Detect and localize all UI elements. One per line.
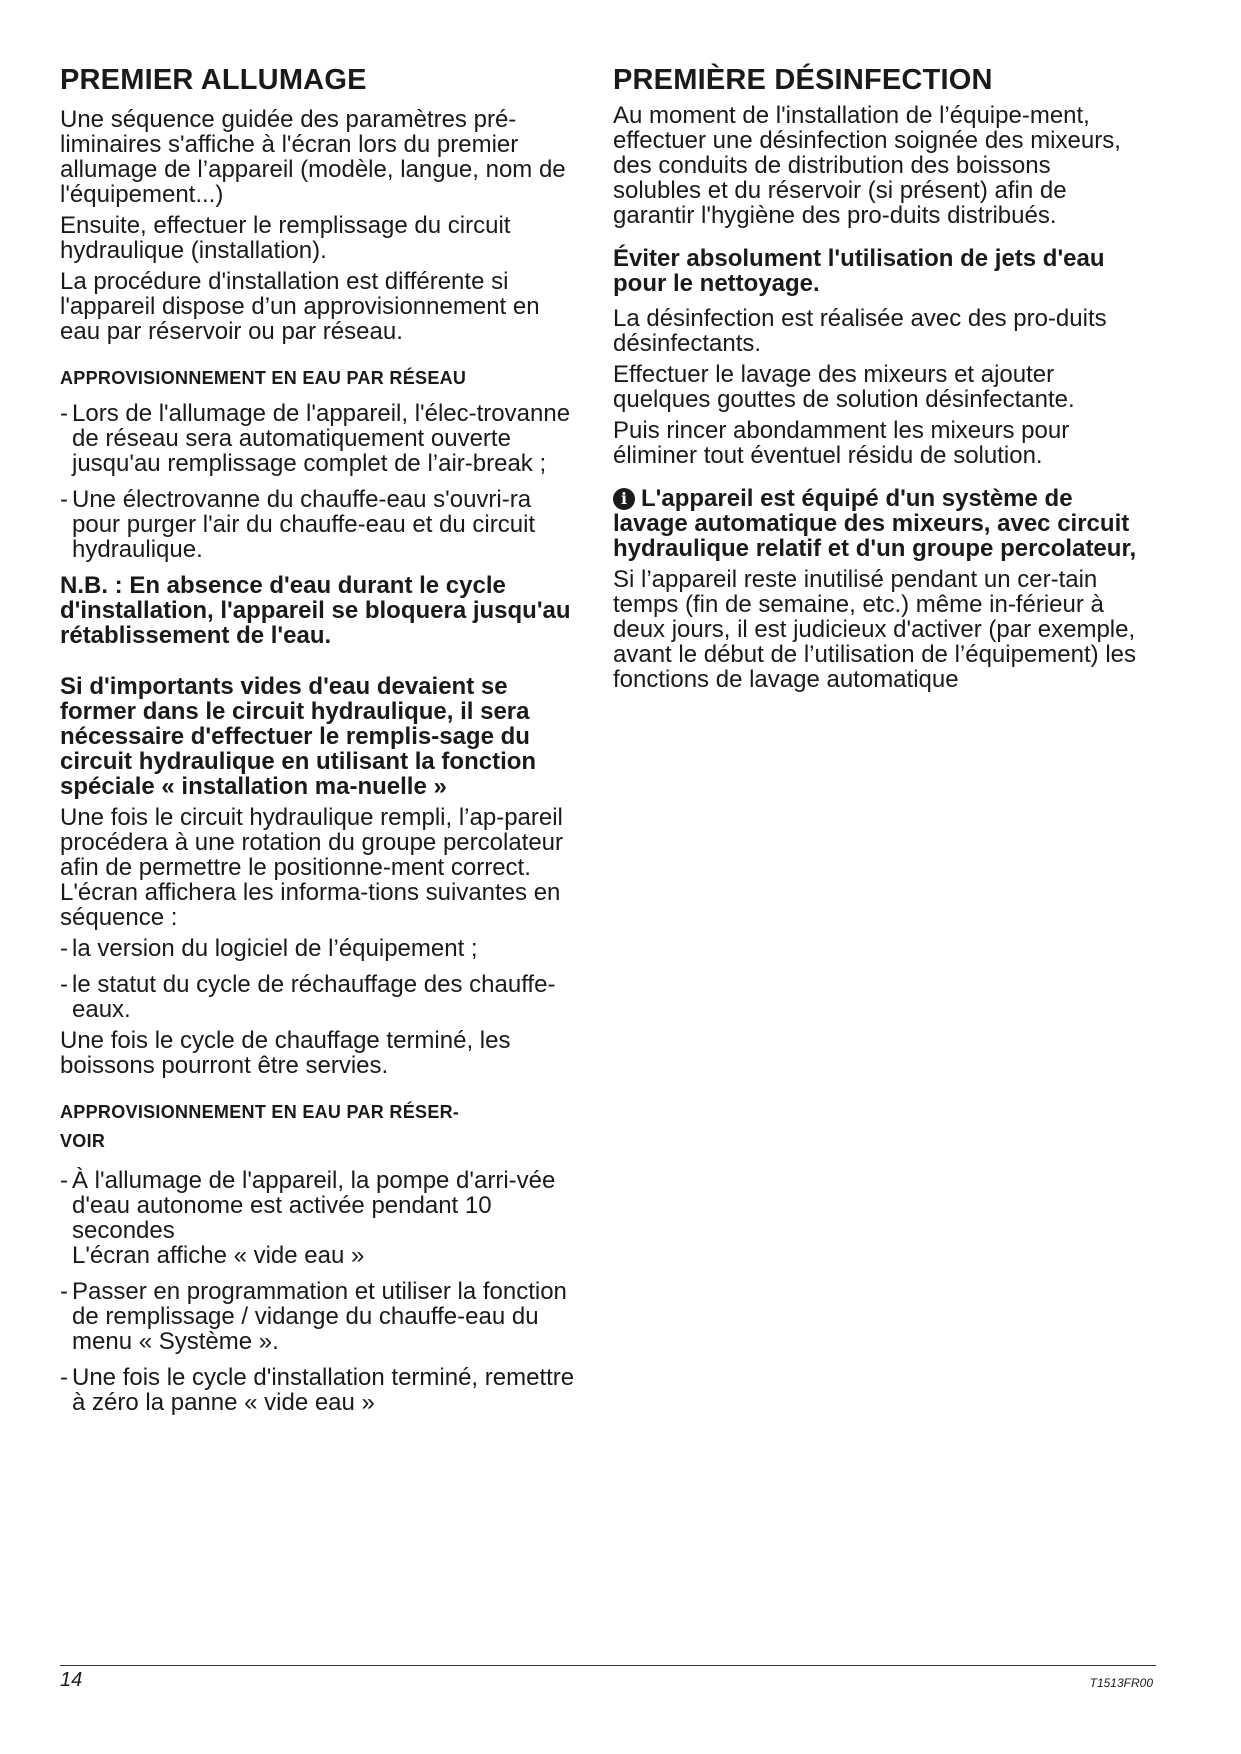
subheading-tank-supply <box>60 1098 580 1156</box>
after-fill-paragraph: Une fois le circuit hydraulique rempli, l’ap-pareil procédera à une rotation du groupe percolateur afin de permettre le positionne-ment correct. L'écran affichera les informa-tions suivantes en séquence : <box>60 804 564 932</box>
intro-paragraph: Une séquence guidée des paramètres pré-liminaires s'affiche à l'écran lors du premier allumage de l’appareil (modèle, langue, nom de l'équipement...) <box>60 106 566 209</box>
right-column <box>613 64 1143 698</box>
subheading-line: APPROVISIONNEMENT EN EAU PAR RÉSER- <box>60 1102 460 1123</box>
section-title-premiere-desinfection: PREMIÈRE DÉSINFECTION <box>613 64 993 96</box>
network-steps-list <box>60 401 580 562</box>
subheading-line: VOIR <box>60 1131 106 1152</box>
disinfection-paragraph: La désinfection est réalisée avec des pro-duits désinfectants. <box>613 305 1107 358</box>
list-item: - Une fois le cycle d'installation terminé, remettre à zéro la panne « vide eau » <box>60 1365 580 1415</box>
footer-divider <box>60 1665 1156 1666</box>
subheading-network-supply: APPROVISIONNEMENT EN EAU PAR RÉSEAU <box>60 368 467 389</box>
nb-note: N.B. : En absence d'eau durant le cycle d'installation, l'appareil se bloquera jusqu'au rétablissement de l'eau. <box>60 572 571 650</box>
section-title-premier-allumage: PREMIER ALLUMAGE <box>60 64 367 96</box>
disinfection-intro: Au moment de l'installation de l’équipe-ment, effectuer une désinfection soignée des mixeurs, des conduits de distribution des boissons solubles et du réservoir (si présent) afin de garantir l'hygiène des pro-duits distribués. <box>613 102 1121 230</box>
list-item-text: L'écran affiche « vide eau » <box>72 1242 365 1270</box>
end-paragraph: Une fois le cycle de chauffage terminé, les boissons pourront être servies. <box>60 1027 511 1080</box>
page-number: 14 <box>60 1669 83 1691</box>
document-code: T1513FR00 <box>1089 1676 1153 1690</box>
sequence-list <box>60 936 580 1022</box>
auto-wash-info-text: L'appareil est équipé d'un système de lavage automatique des mixeurs, avec circuit hydraulique relatif et d'un groupe percolateur, <box>613 485 1137 563</box>
list-item: - Passer en programmation et utiliser la fonction de remplissage / vidange du chauffe-eau du menu « Système ». <box>60 1279 580 1354</box>
list-item: - le statut du cycle de réchauffage des chauffe-eaux. <box>60 972 580 1022</box>
list-item: - la version du logiciel de l’équipement ; <box>60 936 580 961</box>
intro-paragraph: La procédure d'installation est différente si l'appareil dispose d’un approvisionnement en eau par réservoir ou par réseau. <box>60 268 540 346</box>
tank-steps-list <box>60 1168 580 1415</box>
intro-paragraph: Ensuite, effectuer le remplissage du circuit hydraulique (installation). <box>60 212 511 265</box>
water-jet-warning: Éviter absolument l'utilisation de jets d'eau pour le nettoyage. <box>613 245 1105 298</box>
auto-wash-info <box>613 486 1143 561</box>
left-column <box>60 64 580 1426</box>
disinfection-paragraph: Puis rincer abondamment les mixeurs pour éliminer tout éventuel résidu de solution. <box>613 417 1070 470</box>
list-item: - Lors de l'allumage de l'appareil, l'élec-trovanne de réseau sera automatiquement ouverte jusqu'au remplissage complet de l’air-break ; <box>60 401 580 476</box>
list-item: - Une électrovanne du chauffe-eau s'ouvri-ra pour purger l'air du chauffe-eau et du circuit hydraulique. <box>60 487 580 562</box>
warning-note: Si d'importants vides d'eau devaient se former dans le circuit hydraulique, il sera nécessaire d'effectuer le remplis-sage du circuit hydraulique en utilisant la fonction spéciale « installation ma-nuelle » <box>60 673 537 801</box>
list-item-text: À l'allumage de l'appareil, la pompe d'arri-vée d'eau autonome est activée pendant 10 secondes <box>72 1167 556 1245</box>
disinfection-paragraph: Effectuer le lavage des mixeurs et ajouter quelques gouttes de solution désinfectante. <box>613 361 1075 414</box>
list-item <box>60 1168 580 1268</box>
info-icon: i <box>613 488 635 510</box>
auto-wash-paragraph: Si l’appareil reste inutilisé pendant un cer-tain temps (fin de semaine, etc.) même in-férieur à deux jours, il est judicieux d'activer (par exemple, avant le début de l’utilisation de l’équipement) les fonctions de lavage automatique <box>613 566 1136 694</box>
